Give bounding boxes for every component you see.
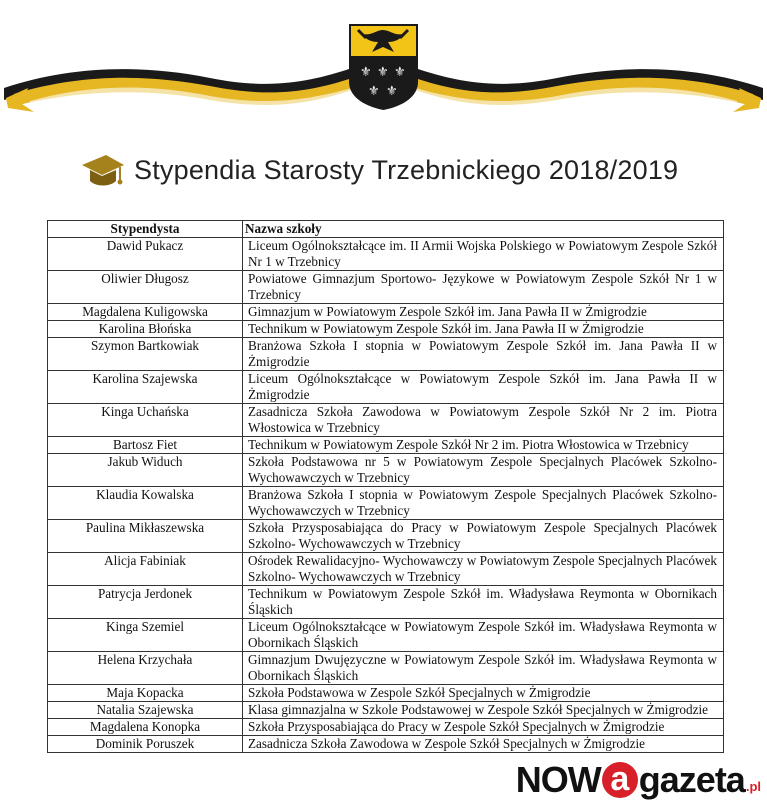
school-name: Klasa gimnazjalna w Szkole Podstawowej w Zespole Szkół Specjalnych w Żmigrodzie <box>243 702 724 719</box>
recipient-name: Jakub Widuch <box>48 454 243 487</box>
table-row <box>48 619 724 652</box>
table-row <box>48 553 724 586</box>
school-name: Branżowa Szkoła I stopnia w Powiatowym Zespole Szkół im. Jana Pawła II w Żmigrodzie <box>243 338 724 371</box>
school-name: Szkoła Przysposabiająca do Pracy w Zespole Szkół Specjalnych w Żmigrodzie <box>243 719 724 736</box>
school-name: Technikum w Powiatowym Zespole Szkół im. Władysława Reymonta w Obornikach Śląskich <box>243 586 724 619</box>
table-row <box>48 238 724 271</box>
watermark-part-pl: .pl <box>745 779 761 794</box>
watermark-part-a: a <box>602 762 638 798</box>
svg-text:⚜: ⚜ <box>360 65 372 80</box>
table-row <box>48 404 724 437</box>
table-row <box>48 719 724 736</box>
school-name: Szkoła Podstawowa w Zespole Szkół Specjalnych w Żmigrodzie <box>243 685 724 702</box>
recipient-name: Karolina Szajewska <box>48 371 243 404</box>
table-row <box>48 685 724 702</box>
recipient-name: Dawid Pukacz <box>48 238 243 271</box>
school-name: Gimnazjum w Powiatowym Zespole Szkół im. Jana Pawła II w Żmigrodzie <box>243 304 724 321</box>
watermark-part-now: NOW <box>515 759 601 800</box>
page-title: Stypendia Starosty Trzebnickiego 2018/2019 <box>134 154 679 185</box>
table-row <box>48 437 724 454</box>
school-name: Technikum w Powiatowym Zespole Szkół Nr 2 im. Piotra Włostowica w Trzebnicy <box>243 437 724 454</box>
school-name: Liceum Ogólnokształcące w Powiatowym Zespole Szkół im. Jana Pawła II w Żmigrodzie <box>243 371 724 404</box>
table-row <box>48 487 724 520</box>
graduation-cap-icon <box>80 149 126 191</box>
school-name: Liceum Ogólnokształcące im. II Armii Wojska Polskiego w Powiatowym Zespole Szkół Nr 1 w Trzebnicy <box>243 238 724 271</box>
table-row <box>48 338 724 371</box>
recipient-name: Kinga Uchańska <box>48 404 243 437</box>
coat-of-arms-icon <box>349 24 418 110</box>
table-row <box>48 304 724 321</box>
school-name: Liceum Ogólnokształcące w Powiatowym Zespole Szkół im. Władysława Reymonta w Obornikach Śląskich <box>243 619 724 652</box>
school-name: Ośrodek Rewalidacyjno- Wychowawczy w Powiatowym Zespole Specjalnych Placówek Szkolno- Wychowawczych w Trzebnicy <box>243 553 724 586</box>
school-name: Szkoła Podstawowa nr 5 w Powiatowym Zespole Specjalnych Placówek Szkolno- Wychowawczych w Trzebnicy <box>243 454 724 487</box>
table-row <box>48 371 724 404</box>
svg-text:⚜: ⚜ <box>377 65 389 80</box>
school-name: Powiatowe Gimnazjum Sportowo- Językowe w Powiatowym Zespole Szkół Nr 1 w Trzebnicy <box>243 271 724 304</box>
scholarship-table-container <box>47 220 723 753</box>
scholarship-table <box>47 220 724 753</box>
school-name: Szkoła Przysposabiająca do Pracy w Powiatowym Zespole Specjalnych Placówek Szkolno- Wychowawczych w Trzebnicy <box>243 520 724 553</box>
column-header-recipient: Stypendysta <box>48 221 243 238</box>
table-row <box>48 454 724 487</box>
title-block <box>80 148 678 192</box>
table-row <box>48 321 724 338</box>
school-name: Zasadnicza Szkoła Zawodowa w Powiatowym Zespole Szkół Nr 2 im. Piotra Włostowica w Trzebnicy <box>243 404 724 437</box>
table-row <box>48 736 724 753</box>
recipient-name: Patrycja Jerdonek <box>48 586 243 619</box>
recipient-name: Maja Kopacka <box>48 685 243 702</box>
school-name: Branżowa Szkoła I stopnia w Powiatowym Zespole Specjalnych Placówek Szkolno- Wychowawczych w Trzebnicy <box>243 487 724 520</box>
site-watermark <box>515 759 761 800</box>
svg-text:⚜: ⚜ <box>394 65 406 80</box>
table-row <box>48 586 724 619</box>
table-row <box>48 520 724 553</box>
ribbon-right <box>415 68 763 112</box>
column-header-school: Nazwa szkoły <box>243 221 724 238</box>
table-row <box>48 652 724 685</box>
recipient-name: Natalia Szajewska <box>48 702 243 719</box>
table-body <box>48 238 724 753</box>
school-name: Technikum w Powiatowym Zespole Szkół im. Jana Pawła II w Żmigrodzie <box>243 321 724 338</box>
table-row <box>48 702 724 719</box>
watermark-part-gazeta: gazeta <box>638 759 745 800</box>
table-header-row <box>48 221 724 238</box>
recipient-name: Oliwier Długosz <box>48 271 243 304</box>
recipient-name: Szymon Bartkowiak <box>48 338 243 371</box>
recipient-name: Klaudia Kowalska <box>48 487 243 520</box>
school-name: Zasadnicza Szkoła Zawodowa w Zespole Szkół Specjalnych w Żmigrodzie <box>243 736 724 753</box>
header-ribbon-banner <box>0 0 767 140</box>
recipient-name: Dominik Poruszek <box>48 736 243 753</box>
recipient-name: Magdalena Kuligowska <box>48 304 243 321</box>
recipient-name: Bartosz Fiet <box>48 437 243 454</box>
recipient-name: Kinga Szemiel <box>48 619 243 652</box>
recipient-name: Magdalena Konopka <box>48 719 243 736</box>
svg-text:⚜: ⚜ <box>386 84 398 99</box>
school-name: Gimnazjum Dwujęzyczne w Powiatowym Zespole Szkół im. Władysława Reymonta w Obornikach Śląskich <box>243 652 724 685</box>
recipient-name: Paulina Mikłaszewska <box>48 520 243 553</box>
recipient-name: Helena Krzychała <box>48 652 243 685</box>
recipient-name: Alicja Fabiniak <box>48 553 243 586</box>
ribbon-left <box>4 68 352 112</box>
svg-text:⚜: ⚜ <box>368 84 380 99</box>
recipient-name: Karolina Błońska <box>48 321 243 338</box>
table-row <box>48 271 724 304</box>
